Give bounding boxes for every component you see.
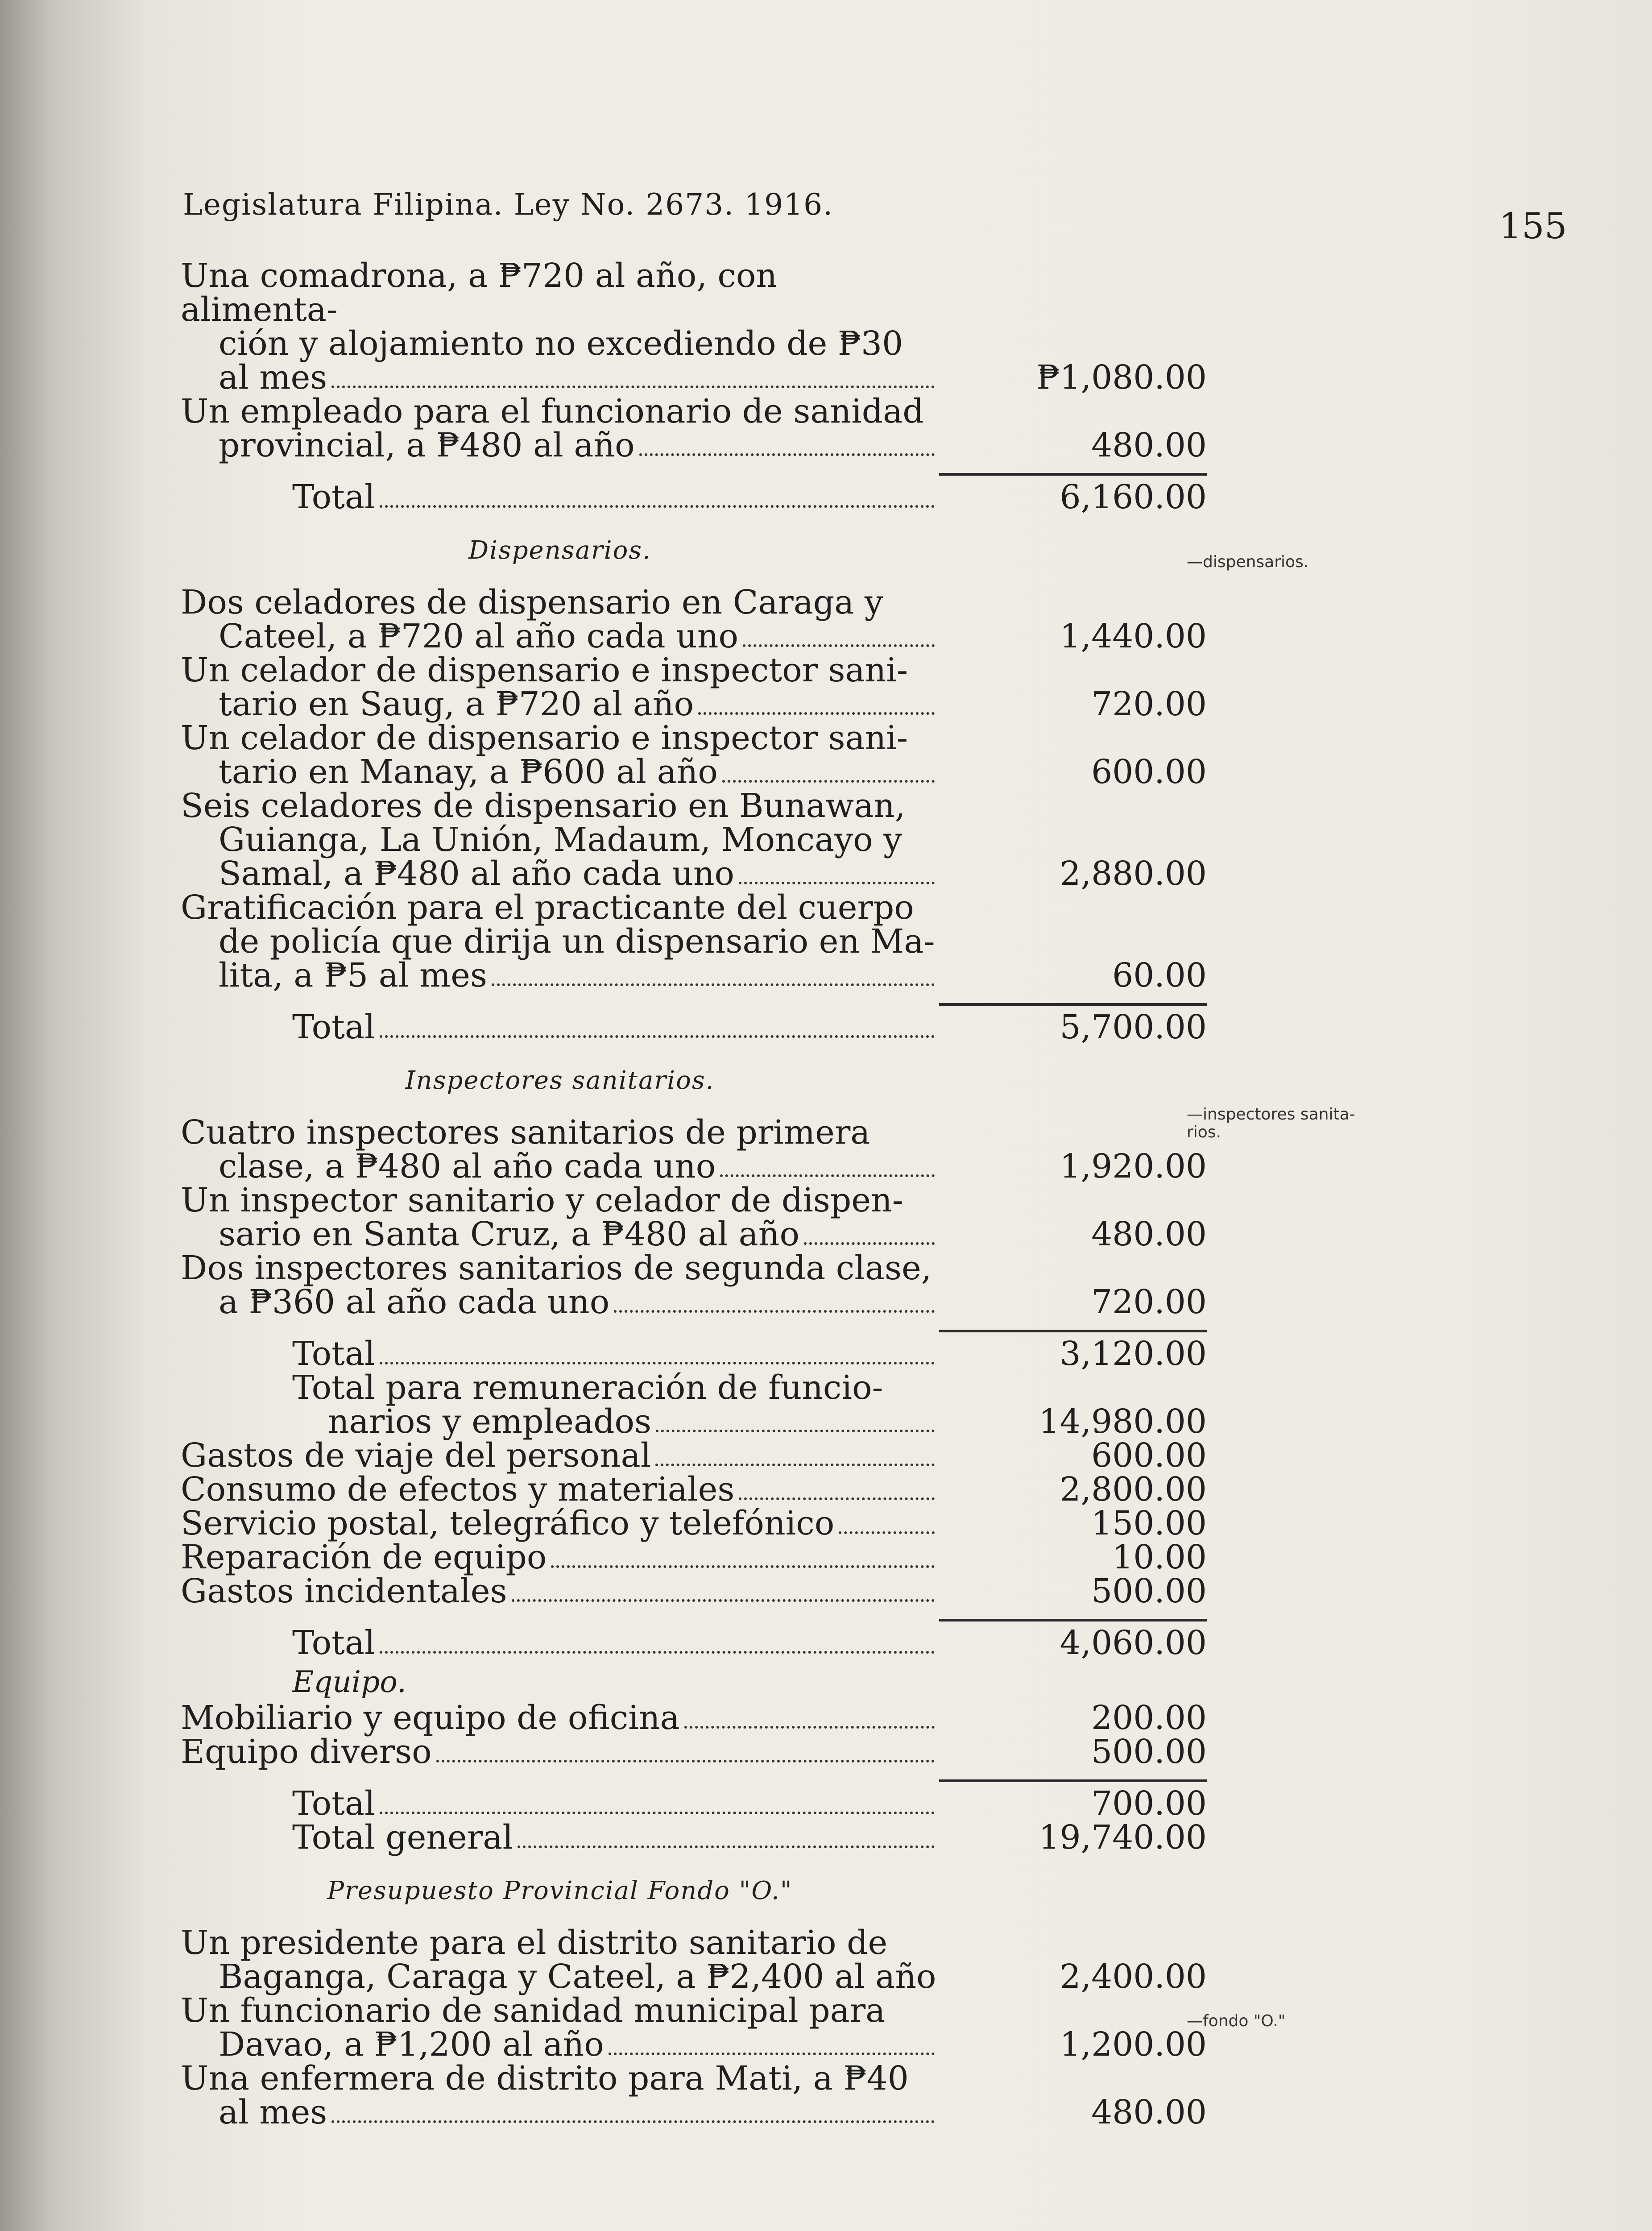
section-heading-fondo-o: Presupuesto Provincial Fondo "O." bbox=[327, 1876, 793, 1905]
row-line-last bbox=[181, 1436, 939, 1475]
budget-row bbox=[181, 2061, 1216, 2129]
row-description bbox=[181, 480, 939, 514]
dot-leader bbox=[739, 1497, 935, 1500]
total-remuneracion-row bbox=[181, 1368, 1216, 1441]
total-amount: 4,060.00 bbox=[939, 1619, 1207, 1660]
row-line-text: Gastos incidentales bbox=[181, 1572, 507, 1610]
row-amount: 500.00 bbox=[1091, 1572, 1207, 1610]
budget-column bbox=[181, 259, 1216, 2129]
row-amount: 10.00 bbox=[1112, 1538, 1207, 1576]
row-line-last bbox=[181, 1147, 939, 1186]
total-amount: 700.00 bbox=[939, 1779, 1207, 1820]
total-label: Total general bbox=[292, 1818, 513, 1857]
row-amount: 2,880.00 bbox=[1060, 854, 1207, 893]
dot-leader bbox=[380, 1035, 935, 1038]
row-line-last bbox=[181, 2095, 939, 2129]
budget-row bbox=[181, 1701, 1216, 1735]
dot-leader bbox=[380, 1651, 935, 1654]
dot-leader bbox=[614, 1310, 935, 1313]
row-line-text: provincial, a ₱480 al año bbox=[219, 426, 635, 464]
row-line: Guianga, La Unión, Madaum, Moncayo y bbox=[219, 821, 902, 859]
budget-row bbox=[181, 1470, 1216, 1509]
dot-leader bbox=[739, 882, 935, 884]
budget-row bbox=[181, 653, 1216, 721]
row-amount: 2,400.00 bbox=[1060, 1957, 1207, 1996]
budget-row bbox=[181, 1251, 1216, 1319]
row-line: Un empleado para el funcionario de sanidad bbox=[181, 392, 924, 431]
budget-row bbox=[181, 1991, 1216, 2064]
row-amount: 480.00 bbox=[1091, 2093, 1207, 2131]
row-line-last bbox=[181, 428, 939, 462]
dot-leader bbox=[331, 2120, 935, 2123]
row-description bbox=[181, 1926, 939, 1994]
budget-row bbox=[181, 789, 1216, 891]
total-row bbox=[181, 1003, 1216, 1044]
total-label: Total bbox=[292, 1008, 375, 1046]
row-description bbox=[181, 1183, 939, 1251]
row-line-last bbox=[181, 755, 939, 789]
row-line-last bbox=[181, 2025, 939, 2064]
row-description bbox=[181, 888, 939, 995]
row-description bbox=[181, 1337, 939, 1371]
row-description bbox=[181, 1574, 939, 1608]
total-label: Total bbox=[292, 1784, 375, 1823]
row-line: ción y alojamiento no excediendo de ₱30 bbox=[219, 324, 903, 363]
total-amount: 6,160.00 bbox=[939, 473, 1207, 514]
row-line: Cuatro inspectores sanitarios de primera bbox=[181, 1113, 870, 1152]
row-amount: 150.00 bbox=[1091, 1504, 1207, 1543]
row-line: Gratificación para el practicante del cuerpo bbox=[181, 888, 914, 927]
row-line-text: Davao, a ₱1,200 al año bbox=[219, 2025, 604, 2064]
row-description bbox=[181, 1368, 939, 1441]
row-line-text: Baganga, Caraga y Cateel, a ₱2,400 al año bbox=[219, 1957, 936, 1996]
total-label: Total bbox=[292, 1624, 375, 1662]
row-line-text: a ₱360 al año cada uno bbox=[219, 1283, 610, 1321]
row-line-last bbox=[181, 1701, 939, 1735]
budget-row bbox=[181, 721, 1216, 789]
row-amount: 600.00 bbox=[1091, 753, 1207, 791]
total-row bbox=[181, 473, 1216, 514]
budget-row bbox=[181, 1504, 1216, 1543]
budget-row bbox=[181, 1436, 1216, 1475]
total-label: Total bbox=[292, 478, 375, 516]
dot-leader bbox=[722, 780, 935, 783]
row-line: Dos celadores de dispensario en Caraga y bbox=[181, 583, 883, 622]
row-line-last bbox=[181, 1818, 939, 1857]
margin-note-fondo-o: —fondo "O." bbox=[1187, 2012, 1286, 2030]
row-description bbox=[181, 1784, 939, 1823]
budget-row bbox=[181, 1735, 1216, 1769]
margin-note-dispensarios: —dispensarios. bbox=[1187, 553, 1309, 571]
row-amount: 1,440.00 bbox=[1060, 617, 1207, 655]
budget-row bbox=[181, 888, 1216, 995]
row-line-last bbox=[181, 956, 939, 995]
budget-row bbox=[181, 585, 1216, 653]
row-description bbox=[181, 1010, 939, 1044]
dot-leader bbox=[839, 1531, 935, 1534]
row-line: Un inspector sanitario y celador de dispen- bbox=[181, 1181, 903, 1219]
dot-leader bbox=[804, 1242, 935, 1245]
row-description bbox=[181, 1436, 939, 1475]
budget-row bbox=[181, 1926, 1216, 1994]
row-amount: 600.00 bbox=[1091, 1436, 1207, 1475]
row-line-text: Consumo de efectos y materiales bbox=[181, 1470, 735, 1509]
row-line: Un funcionario de sanidad municipal para bbox=[181, 1991, 886, 2030]
dot-leader bbox=[698, 712, 935, 715]
row-line: Dos inspectores sanitarios de segunda clase, bbox=[181, 1249, 932, 1287]
margin-note-inspectores-line-1: —inspectores sanita- bbox=[1187, 1105, 1355, 1124]
row-description bbox=[181, 394, 939, 462]
row-amount: 500.00 bbox=[1091, 1733, 1207, 1771]
budget-row bbox=[181, 1183, 1216, 1251]
row-line-last bbox=[181, 1402, 939, 1441]
row-line-text: tario en Saug, a ₱720 al año bbox=[219, 685, 694, 723]
dot-leader bbox=[639, 453, 935, 456]
running-header: Legislatura Filipina. Ley No. 2673. 1916. bbox=[183, 187, 834, 222]
row-amount: 480.00 bbox=[1091, 426, 1207, 464]
row-description bbox=[181, 257, 939, 397]
dot-leader bbox=[743, 644, 935, 647]
dot-leader bbox=[436, 1760, 935, 1762]
row-amount: 480.00 bbox=[1091, 1215, 1207, 1253]
total-general-row bbox=[181, 1818, 1216, 1857]
row-line-text: clase, a ₱480 al año cada uno bbox=[219, 1147, 716, 1186]
budget-row bbox=[181, 1574, 1216, 1608]
row-line: Una comadrona, a ₱720 al año, con alimenta- bbox=[181, 257, 778, 329]
row-amount: 720.00 bbox=[1091, 1283, 1207, 1321]
row-line-last bbox=[181, 1957, 939, 1996]
row-line-last bbox=[181, 1337, 939, 1371]
budget-row bbox=[181, 1540, 1216, 1574]
row-line-text: tario en Manay, a ₱600 al año bbox=[219, 753, 718, 791]
total-row bbox=[181, 1330, 1216, 1371]
dot-leader bbox=[512, 1599, 935, 1602]
row-line-last bbox=[181, 1470, 939, 1509]
row-line: Total para remuneración de funcio- bbox=[292, 1368, 883, 1407]
row-line: Un presidente para el distrito sanitario de bbox=[181, 1924, 888, 1962]
row-line-text: Equipo diverso bbox=[181, 1733, 432, 1771]
row-line-text: al mes bbox=[219, 2093, 327, 2131]
row-line-last bbox=[181, 854, 939, 893]
row-amount: 720.00 bbox=[1091, 685, 1207, 723]
row-line-last bbox=[181, 1217, 939, 1251]
row-amount: 1,200.00 bbox=[1060, 2025, 1207, 2064]
row-description bbox=[181, 789, 939, 891]
row-line-text: Servicio postal, telegráfico y telefónico bbox=[181, 1504, 835, 1543]
row-line-last bbox=[181, 1626, 939, 1660]
row-description bbox=[181, 721, 939, 789]
budget-row bbox=[181, 1113, 1216, 1186]
row-line-last bbox=[181, 1784, 939, 1823]
row-line: Seis celadores de dispensario en Bunawan, bbox=[181, 787, 906, 825]
row-description bbox=[181, 1818, 939, 1857]
row-line-last bbox=[181, 1285, 939, 1319]
section-heading-equipo: Equipo. bbox=[292, 1665, 406, 1699]
dot-leader bbox=[609, 2053, 935, 2055]
row-line-last bbox=[181, 1504, 939, 1543]
dot-leader bbox=[720, 1174, 935, 1177]
page-number: 155 bbox=[1499, 205, 1567, 247]
total-row bbox=[181, 1619, 1216, 1660]
row-description bbox=[181, 1504, 939, 1543]
section-heading-dispensarios: Dispensarios. bbox=[468, 536, 651, 565]
row-description bbox=[181, 1626, 939, 1660]
row-amount: ₱1,080.00 bbox=[1036, 358, 1207, 397]
row-description bbox=[181, 1735, 939, 1769]
row-line-text: Cateel, a ₱720 al año cada uno bbox=[219, 617, 739, 655]
row-line-last bbox=[181, 1540, 939, 1574]
dot-leader bbox=[518, 1845, 935, 1848]
row-line-last bbox=[181, 1735, 939, 1769]
row-line-text: al mes bbox=[219, 358, 327, 397]
row-amount: 60.00 bbox=[1112, 956, 1207, 995]
margin-note-inspectores-line-2: rios. bbox=[1187, 1123, 1221, 1141]
row-description bbox=[181, 585, 939, 653]
row-description bbox=[181, 1251, 939, 1319]
dot-leader bbox=[551, 1565, 935, 1568]
dot-leader bbox=[684, 1726, 935, 1729]
row-line-text: Samal, a ₱480 al año cada uno bbox=[219, 854, 735, 893]
row-line-text: narios y empleados bbox=[328, 1402, 652, 1441]
row-line: de policía que dirija un dispensario en Ma- bbox=[219, 922, 935, 961]
total-amount: 3,120.00 bbox=[939, 1330, 1207, 1371]
dot-leader bbox=[492, 983, 935, 986]
row-line-last bbox=[181, 619, 939, 653]
row-line-last bbox=[181, 480, 939, 514]
dot-leader bbox=[331, 386, 935, 388]
row-line-text: sario en Santa Cruz, a ₱480 al año bbox=[219, 1215, 800, 1253]
row-amount: 200.00 bbox=[1091, 1699, 1207, 1737]
row-description bbox=[181, 1701, 939, 1735]
row-line-last bbox=[181, 1574, 939, 1608]
row-line-last bbox=[181, 687, 939, 721]
row-line-text: lita, a ₱5 al mes bbox=[219, 956, 487, 995]
row-amount: 1,920.00 bbox=[1060, 1147, 1207, 1186]
row-description bbox=[181, 653, 939, 721]
budget-row bbox=[181, 394, 1216, 462]
row-description bbox=[181, 1113, 939, 1186]
row-description bbox=[181, 2061, 939, 2129]
dot-leader bbox=[380, 1362, 935, 1364]
total-amount: 5,700.00 bbox=[939, 1003, 1207, 1044]
budget-row bbox=[181, 257, 1216, 397]
row-amount: 2,800.00 bbox=[1060, 1470, 1207, 1509]
row-line: Un celador de dispensario e inspector sani- bbox=[181, 651, 908, 689]
row-description bbox=[181, 1540, 939, 1574]
row-line: Una enfermera de distrito para Mati, a ₱40 bbox=[181, 2059, 909, 2098]
row-line-last bbox=[181, 1010, 939, 1044]
total-row bbox=[181, 1779, 1216, 1823]
dot-leader bbox=[380, 505, 935, 508]
dot-leader bbox=[655, 1464, 935, 1466]
total-amount: 19,740.00 bbox=[1039, 1818, 1207, 1857]
section-heading-inspectores: Inspectores sanitarios. bbox=[405, 1066, 715, 1095]
row-line-text: Reparación de equipo bbox=[181, 1538, 547, 1576]
row-amount: 14,980.00 bbox=[1039, 1402, 1207, 1441]
total-label: Total bbox=[292, 1335, 375, 1373]
row-description bbox=[181, 1991, 939, 2064]
dot-leader bbox=[380, 1812, 935, 1814]
row-line-text: Mobiliario y equipo de oficina bbox=[181, 1699, 680, 1737]
dot-leader bbox=[656, 1430, 935, 1432]
row-line: Un celador de dispensario e inspector sani- bbox=[181, 719, 908, 757]
row-description bbox=[181, 1470, 939, 1509]
row-line-last bbox=[181, 358, 939, 397]
row-line-text: Gastos de viaje del personal bbox=[181, 1436, 651, 1475]
